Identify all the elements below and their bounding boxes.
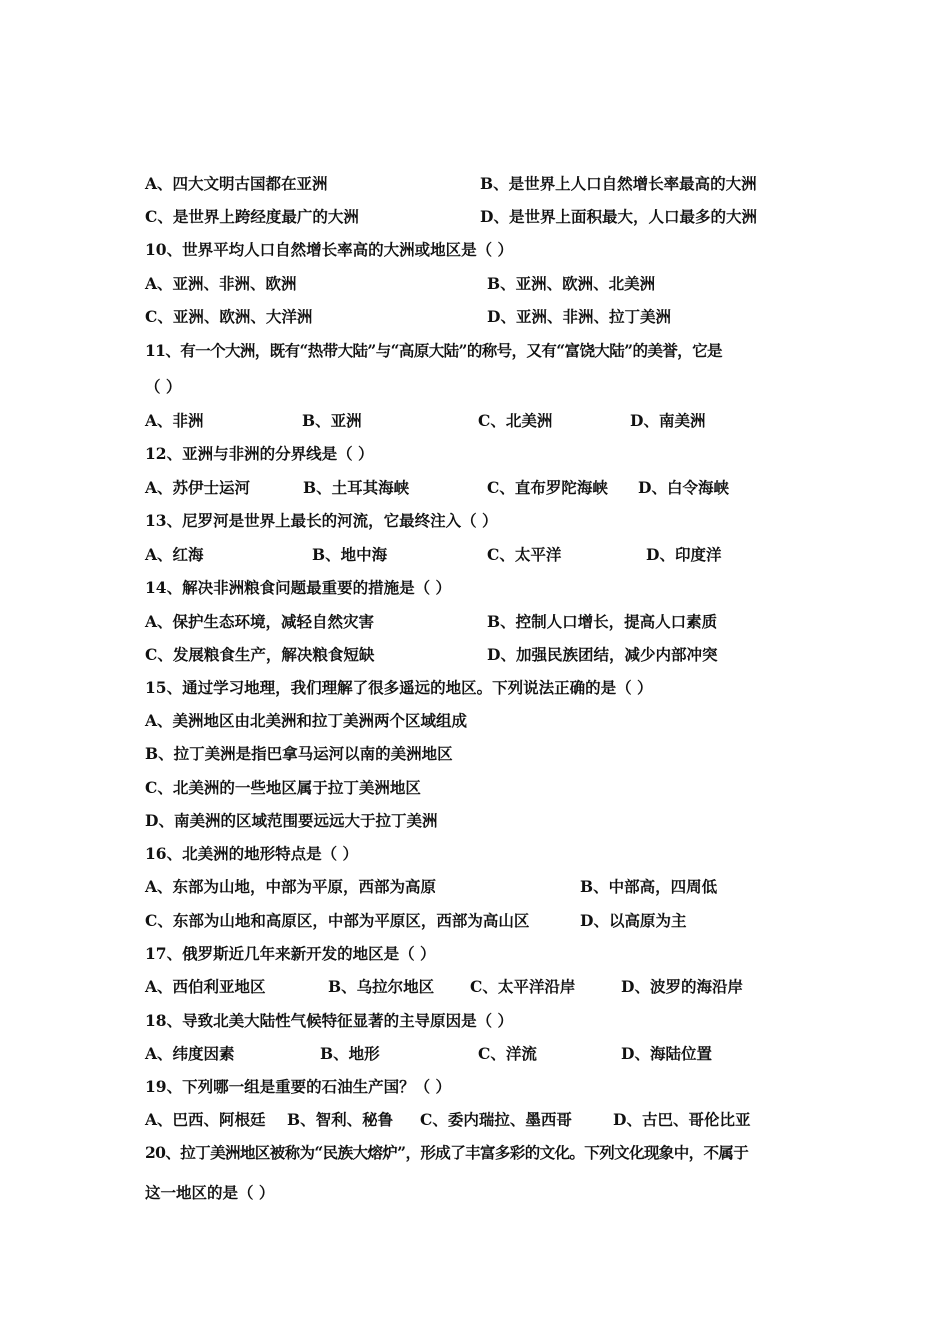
q10-option-d: D、亚洲、非洲、拉丁美洲 [487, 307, 671, 326]
q14-stem: 14、解决非洲粮食问题最重要的措施是（ ） [145, 578, 451, 597]
q13-option-b: B、地中海 [312, 545, 388, 564]
q12-option-c: C、直布罗陀海峡 [487, 478, 608, 497]
q14-option-d: D、加强民族团结，减少内部冲突 [487, 645, 718, 664]
q9-option-c: C、是世界上跨经度最广的大洲 [145, 207, 359, 226]
q10-option-a: A、亚洲、非洲、欧洲 [145, 274, 297, 293]
q14-option-a: A、保护生态环境，减轻自然灾害 [145, 612, 375, 631]
q11-stem-line2: （ ） [145, 377, 182, 396]
q12-stem: 12、亚洲与非洲的分界线是（ ） [145, 444, 374, 463]
q11-option-d: D、南美洲 [630, 411, 706, 430]
q13-option-c: C、太平洋 [487, 545, 562, 564]
q11-stem-line1: 11、有一个大洲，既有“热带大陆”与“高原大陆”的称号，又有“富饶大陆”的美誉，它是 [145, 341, 722, 360]
q13-option-d: D、印度洋 [646, 545, 722, 564]
q15-option-c: C、北美洲的一些地区属于拉丁美洲地区 [145, 778, 421, 797]
q16-stem: 16、北美洲的地形特点是（ ） [145, 844, 358, 863]
q16-option-a: A、东部为山地，中部为平原，西部为高原 [145, 877, 437, 896]
q19-option-c: C、委内瑞拉、墨西哥 [420, 1110, 572, 1129]
q19-option-b: B、智利、秘鲁 [287, 1110, 394, 1129]
q18-stem: 18、导致北美大陆性气候特征显著的主导原因是（ ） [145, 1011, 513, 1030]
q16-option-c: C、东部为山地和高原区，中部为平原区，西部为高山区 [145, 911, 530, 930]
q19-option-d: D、古巴、哥伦比亚 [613, 1110, 751, 1129]
q11-option-b: B、亚洲 [302, 411, 362, 430]
q17-option-a: A、西伯利亚地区 [145, 977, 266, 996]
q9-option-a: A、四大文明古国都在亚洲 [145, 174, 328, 193]
q14-option-b: B、控制人口增长，提高人口素质 [487, 612, 718, 631]
q12-option-a: A、苏伊士运河 [145, 478, 251, 497]
q18-option-d: D、海陆位置 [621, 1044, 712, 1063]
q15-option-a: A、美洲地区由北美洲和拉丁美洲两个区域组成 [145, 711, 468, 730]
q16-option-b: B、中部高，四周低 [580, 877, 718, 896]
q17-option-d: D、波罗的海沿岸 [621, 977, 743, 996]
q20-stem-line1: 20、拉丁美洲地区被称为“民族大熔炉”，形成了丰富多彩的文化。下列文化现象中，不属于 [145, 1143, 749, 1162]
q11-option-c: C、北美洲 [478, 411, 553, 430]
q18-option-c: C、洋流 [478, 1044, 537, 1063]
q9-option-d: D、是世界上面积最大，人口最多的大洲 [480, 207, 757, 226]
q15-option-d: D、南美洲的区域范围要远远大于拉丁美洲 [145, 811, 438, 830]
q12-option-d: D、白令海峡 [638, 478, 729, 497]
q11-option-a: A、非洲 [145, 411, 204, 430]
q19-option-a: A、巴西、阿根廷 [145, 1110, 266, 1129]
q10-stem: 10、世界平均人口自然增长率高的大洲或地区是（ ） [145, 240, 513, 259]
q10-option-b: B、亚洲、欧洲、北美洲 [487, 274, 656, 293]
q12-option-b: B、土耳其海峡 [303, 478, 410, 497]
q10-option-c: C、亚洲、欧洲、大洋洲 [145, 307, 313, 326]
q9-option-b: B、是世界上人口自然增长率最高的大洲 [480, 174, 757, 193]
q16-option-d: D、以高原为主 [580, 911, 687, 930]
q19-stem: 19、下列哪一组是重要的石油生产国？（ ） [145, 1077, 451, 1096]
q15-option-b: B、拉丁美洲是指巴拿马运河以南的美洲地区 [145, 744, 453, 763]
q17-stem: 17、俄罗斯近几年来新开发的地区是（ ） [145, 944, 436, 963]
q18-option-a: A、纬度因素 [145, 1044, 235, 1063]
q13-stem: 13、尼罗河是世界上最长的河流，它最终注入（ ） [145, 511, 498, 530]
q17-option-c: C、太平洋沿岸 [470, 977, 576, 996]
q13-option-a: A、红海 [145, 545, 204, 564]
q18-option-b: B、地形 [320, 1044, 380, 1063]
q14-option-c: C、发展粮食生产，解决粮食短缺 [145, 645, 375, 664]
q20-stem-line2: 这一地区的是（ ） [145, 1183, 275, 1202]
q15-stem: 15、通过学习地理，我们理解了很多遥远的地区。下列说法正确的是（ ） [145, 678, 653, 697]
q17-option-b: B、乌拉尔地区 [328, 977, 435, 996]
